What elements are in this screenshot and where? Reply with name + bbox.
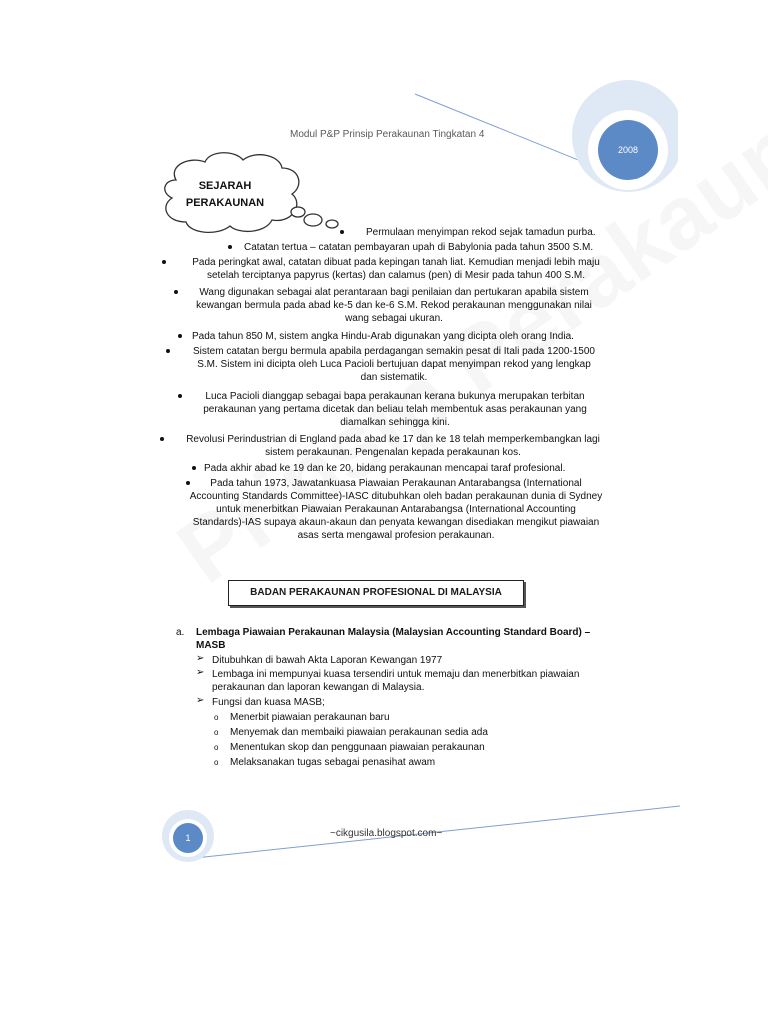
bullet-dot [166,349,170,353]
item-title: Lembaga Piawaian Perakaunan Malaysia (Malaysian Accounting Standard Board) – MASB [196,627,591,651]
circle-bullet-icon: o [214,758,219,767]
page-number: 1 [185,833,191,843]
cloud-title [170,178,280,212]
bullet-dot [174,290,178,294]
masb-point: Lembaga ini mempunyai kuasa tersendiri untuk memaju dan menerbitkan piawaian perakaunan dan laporan kewangan di Malaysia. [212,669,580,693]
cloud-title-line1: SEJARAH [198,180,252,192]
history-item: Wang digunakan sebagai alat perantaraan bagi penilaian dan pertukaran apabila sistem kewangan bermula pada abad ke-5 dan ke-6 S.M. Rekod perakaunan menggunakan nilai wang sebagai ukuran. [196,287,592,324]
arrow-bullet-icon: ➢ [196,695,205,706]
history-item: Pada peringkat awal, catatan dibuat pada kepingan tanah liat. Kemudian menjadi lebih maju setelah terciptanya papyrus (kertas) dan calamus (pen) di Mesir pada tahun 400 S.M. [192,257,600,281]
module-title: Modul P&P Prinsip Perakaunan Tingkatan 4 [290,129,485,140]
function-item: Menyemak dan membaiki piawaian perakaunan sedia ada [230,727,488,738]
footer-blog: ~cikgusila.blogspot.com~ [330,828,443,839]
section-title-box: BADAN PERAKAUNAN PROFESIONAL DI MALAYSIA [228,580,524,606]
function-item: Melaksanakan tugas sebagai penasihat awam [230,757,436,768]
circle-bullet-icon: o [214,743,219,752]
history-item: Pada akhir abad ke 19 dan ke 20, bidang perakaunan mencapai taraf profesional. [204,463,566,474]
history-item: Pada tahun 1973, Jawatankuasa Piawaian Perakaunan Antarabangsa (International Accounting Standards Committee)-IASC ditubuhkan oleh badan perakaunan dunia di Sydney untuk menerbitkan Piawaian Perakaunan Antarabangsa (International Accounting Standards)-IAS supaya akaun-akaun dan penyata kewangan disediakan mengikut piawaian asas serta mengawal profesion perakaunan. [189,478,603,541]
bullet-dot [192,466,196,470]
bullet-dot [340,230,344,234]
bullet-dot [228,245,232,249]
year-label: 2008 [617,145,639,155]
circle-bullet-icon: o [214,713,219,722]
history-item: Pada tahun 850 M, sistem angka Hindu-Arab digunakan yang dicipta oleh orang India. [192,331,574,342]
history-item: Luca Pacioli dianggap sebagai bapa perakaunan kerana bukunya merupakan terbitan perakaunan yang pertama dicetak dan beliau telah membentuk asas perakaunan yang diamalkan sehingga kini. [203,391,587,428]
masb-point: Ditubuhkan di bawah Akta Laporan Kewangan 1977 [212,655,443,666]
history-item: Revolusi Perindustrian di England pada abad ke 17 dan ke 18 telah memperkembangkan lagi sistem perakaunan. Pengenalan kepada perakaunan kos. [186,434,600,458]
arrow-bullet-icon: ➢ [196,653,205,664]
bullet-dot [162,260,166,264]
bullet-dot [160,437,164,441]
function-item: Menerbit piawaian perakaunan baru [230,712,390,723]
item-marker: a. [176,627,185,638]
bullet-dot [178,334,182,338]
circle-bullet-icon: o [214,728,219,737]
history-item: Sistem catatan bergu bermula apabila perdagangan semakin pesat di Itali pada 1200-1500 S.M. Sistem ini dicipta oleh Luca Pacioli bertujuan dapat menyimpan rekod yang lengkap dan sistematik. [193,346,595,383]
history-item: Catatan tertua – catatan pembayaran upah di Babylonia pada tahun 3500 S.M. [244,242,594,253]
arrow-bullet-icon: ➢ [196,667,205,678]
cloud-title-line2: PERAKAUNAN [185,197,265,209]
function-item: Menentukan skop dan penggunaan piawaian perakaunan [230,742,485,753]
history-item: Permulaan menyimpan rekod sejak tamadun purba. [366,227,596,238]
masb-point: Fungsi dan kuasa MASB; [212,697,325,708]
